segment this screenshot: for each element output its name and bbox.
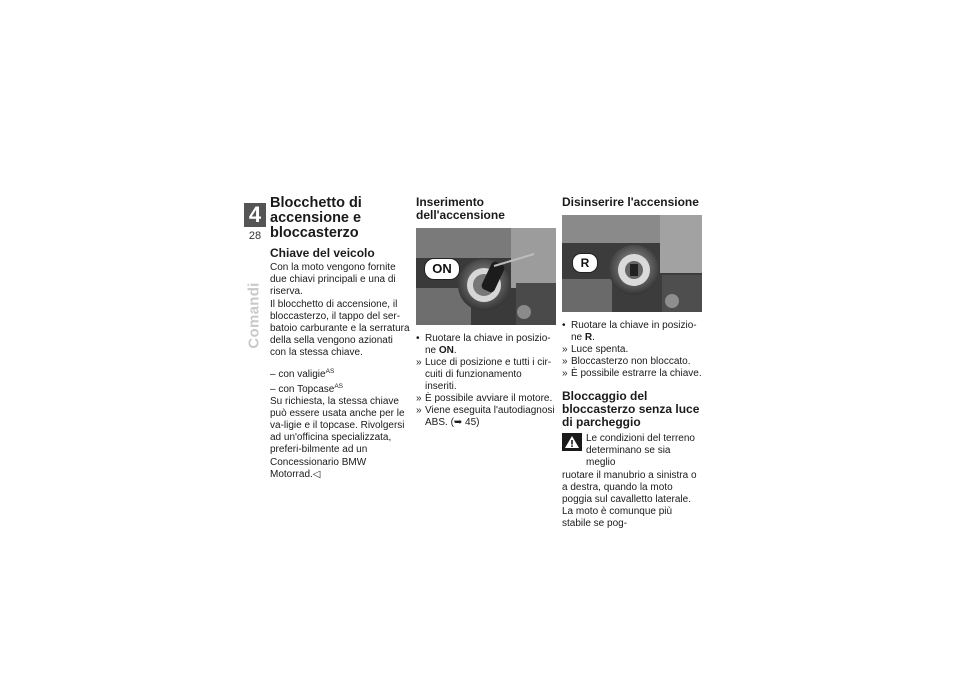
result-item xyxy=(562,344,702,356)
result-text: Luce spenta. xyxy=(571,344,629,355)
step-end: . xyxy=(453,345,457,356)
bullet-marker: • xyxy=(562,320,566,331)
key-position: R xyxy=(584,332,593,343)
label-on: ON xyxy=(424,258,460,280)
option-sup: AS xyxy=(325,367,335,375)
result-marker: » xyxy=(562,356,568,367)
result-marker: » xyxy=(416,405,422,416)
step-turn-key xyxy=(416,333,556,357)
result-text: Bloccasterzo non bloccato. xyxy=(571,356,691,367)
step-text: Ruotare la chiave in posizio-ne xyxy=(571,320,697,343)
column-ignition-intro xyxy=(270,196,410,481)
key-position: ON xyxy=(438,345,454,356)
option-text: con valigie xyxy=(278,368,326,380)
main-title: Blocchetto di accensione e bloccasterzo xyxy=(270,195,362,241)
result-marker: » xyxy=(416,393,422,404)
heading-steering-lock: Bloccaggio del bloccasterzo senza luce di parcheggio xyxy=(562,389,700,429)
result-marker: » xyxy=(562,344,568,355)
subtitle-vehicle-key: Chiave del veicolo xyxy=(270,246,375,260)
ignition-photo-on xyxy=(416,228,556,325)
result-item xyxy=(416,393,556,405)
warning-lead: Le condizioni del terreno determinano se sia meglio xyxy=(586,433,695,469)
section-title-text: Comandi xyxy=(245,281,263,349)
step-text: Ruotare la chiave in posizio-ne xyxy=(425,333,551,356)
heading-ignition-off: Disinserire l'accensione xyxy=(562,195,699,209)
option-sup: AS xyxy=(334,382,343,390)
result-item xyxy=(416,405,556,429)
step-turn-key xyxy=(562,320,702,344)
warning-block xyxy=(562,433,702,531)
step-end: . xyxy=(592,332,595,343)
warning-text: ruotare il manubrio a sinistra o a destra, quando la moto poggia sul cavalletto laterale. La moto è comunque più stabile se pog- xyxy=(562,469,697,530)
paragraph-same-key: Il blocchetto di accensione, il bloccasterzo, il tappo del ser-batoio carburante e la serratura della sella vengono azionati con la stessa chiave. xyxy=(270,298,410,359)
result-text: È possibile avviare il motore. xyxy=(425,393,553,404)
paragraph-on-request: Su richiesta, la stessa chiave può essere usata anche per le va-ligie e il topcase. Rivolgersi ad un'officina specializzata, preferi-bilmente ad un Concessionario BMW Motorrad.◁ xyxy=(270,395,405,480)
chapter-number: 4 xyxy=(244,203,266,227)
page-number: 28 xyxy=(248,230,262,242)
paragraph-keys-supplied: Con la moto vengono fornite due chiavi principali e una di riserva. xyxy=(270,262,396,298)
result-text: È possibile estrarre la chiave. xyxy=(571,368,702,379)
dash-marker: – xyxy=(270,383,276,395)
result-item xyxy=(416,357,556,393)
result-item xyxy=(562,368,702,380)
option-topcase xyxy=(270,381,410,396)
warning-triangle-icon xyxy=(562,433,582,451)
option-text: con Topcase xyxy=(278,383,335,395)
result-item xyxy=(562,356,702,368)
result-text: Luce di posizione e tutti i cir-cuiti di funzionamento inseriti. xyxy=(425,357,552,392)
column-ignition-off xyxy=(562,196,702,531)
option-cases xyxy=(270,366,410,381)
column-ignition-on xyxy=(416,196,556,429)
ignition-on-steps xyxy=(416,333,556,429)
ignition-off-steps xyxy=(562,320,702,380)
ignition-photo-r xyxy=(562,215,702,312)
result-marker: » xyxy=(416,357,422,368)
heading-ignition-on: Inserimento dell'accensione xyxy=(416,195,505,222)
label-r: R xyxy=(572,253,598,273)
dash-marker: – xyxy=(270,368,276,380)
result-text: Viene eseguita l'autodiagnosi ABS. (➥ 45) xyxy=(425,405,555,428)
result-marker: » xyxy=(562,368,568,379)
bullet-marker: • xyxy=(416,333,420,344)
